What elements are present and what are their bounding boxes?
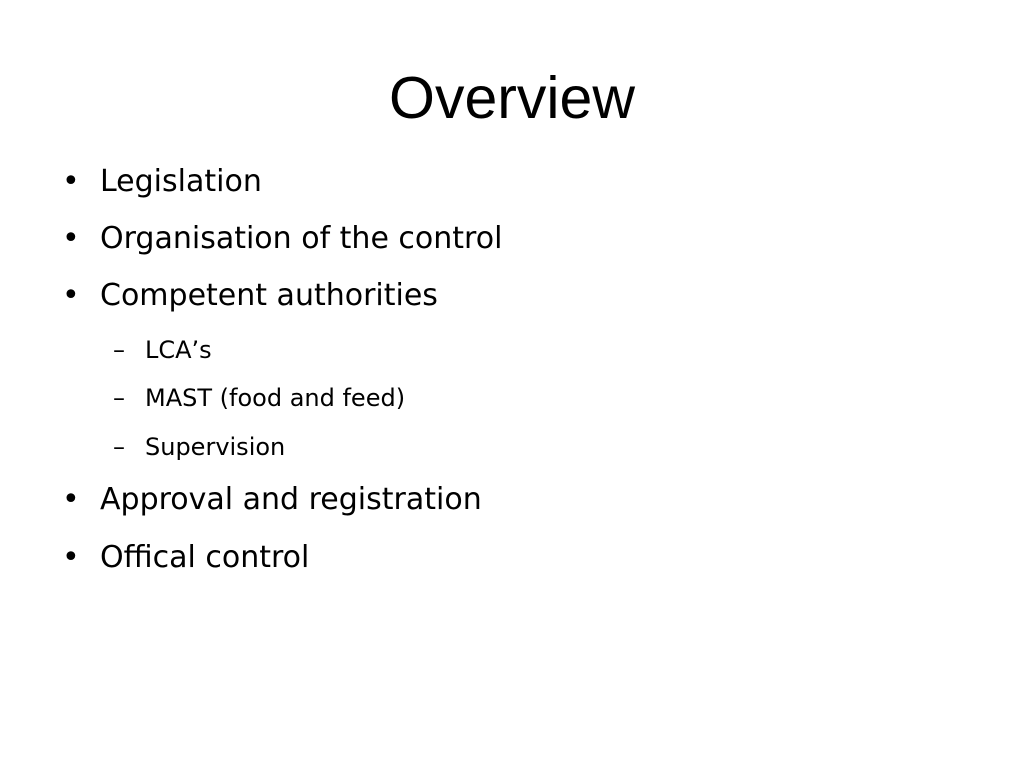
sub-bullet-item-mast — [0, 382, 700, 414]
bullet-text: Legislation — [100, 164, 262, 199]
sub-bullet-text: MAST (food and feed) — [145, 384, 406, 412]
sub-bullet-item-lcas — [0, 334, 700, 366]
bullet-marker: • — [62, 482, 80, 517]
bullet-marker: • — [62, 221, 80, 256]
bullet-item-offical-control — [0, 538, 700, 578]
bullet-text: Organisation of the control — [100, 221, 503, 256]
bullet-text: Approval and registration — [100, 482, 482, 517]
bullet-text: Offical control — [100, 540, 310, 575]
sub-bullet-text: LCA’s — [145, 336, 212, 364]
bullet-item-approval — [0, 480, 700, 520]
bullet-text: Competent authorities — [100, 278, 438, 313]
bullet-marker: • — [62, 278, 80, 313]
sub-bullet-text: Supervision — [145, 433, 286, 461]
bullet-item-legislation — [0, 162, 700, 202]
sub-bullet-marker: – — [113, 336, 125, 364]
bullet-item-organisation — [0, 219, 700, 259]
bullet-item-competent-authorities — [0, 276, 700, 316]
sub-bullet-item-supervision — [0, 431, 700, 463]
slide-title: Overview — [389, 65, 635, 131]
bullet-marker: • — [62, 164, 80, 199]
sub-bullet-marker: – — [113, 433, 125, 461]
sub-bullet-marker: – — [113, 384, 125, 412]
bullet-marker: • — [62, 540, 80, 575]
